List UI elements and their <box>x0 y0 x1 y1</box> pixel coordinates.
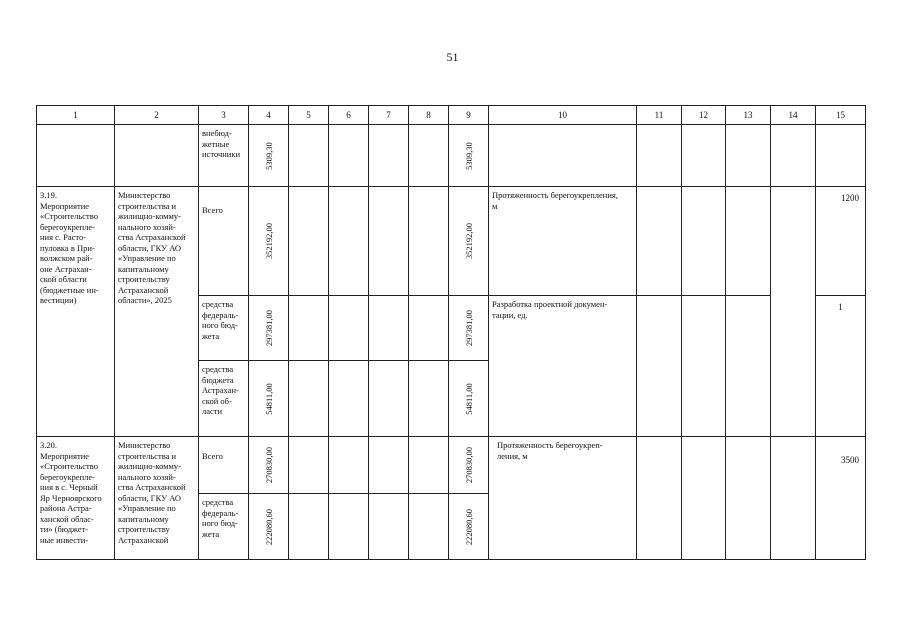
value-col9: 352192,00 <box>463 222 474 260</box>
value-col4: 222080,60 <box>263 508 274 545</box>
col-header: 9 <box>449 106 489 125</box>
col-header: 4 <box>249 106 289 125</box>
indicator-name: Протяженность берегоукреп- ления, м <box>489 437 637 560</box>
value-col4: 5309,30 <box>263 141 274 170</box>
col-header: 6 <box>329 106 369 125</box>
value-col9: 5309,30 <box>463 141 474 170</box>
column-number-row <box>37 106 866 125</box>
col-header: 14 <box>771 106 816 125</box>
col-header: 10 <box>489 106 637 125</box>
page-number: 51 <box>446 50 459 64</box>
funding-source: Всего <box>199 187 249 296</box>
value-col9: 297381,00 <box>463 309 474 347</box>
col-header: 15 <box>816 106 866 125</box>
value-col9: 54811,00 <box>463 382 474 415</box>
funding-source: средства бюджета Астрахан- ской об- ласти <box>199 361 249 437</box>
table-row <box>37 437 866 494</box>
program-table <box>36 105 866 560</box>
indicator-name: Протяженность берегоукрепления, м <box>489 187 637 296</box>
responsible-party: Министерство строительства и жилищно-комму- нального хозяй- ства Астраханской области, ГКУ АО «Управление по капитальному строительству Астраханской <box>115 437 199 560</box>
col-header: 8 <box>409 106 449 125</box>
col-header: 5 <box>289 106 329 125</box>
value-col9: 222080,60 <box>463 508 474 545</box>
funding-source: внебюд- жетные источники <box>199 125 249 187</box>
funding-source: средства федераль- ного бюд- жета <box>199 296 249 361</box>
table-row <box>37 125 866 187</box>
indicator-value: 1200 <box>816 187 866 296</box>
value-col4: 270830,00 <box>263 446 274 484</box>
col-header: 2 <box>115 106 199 125</box>
funding-source: Всего <box>199 437 249 494</box>
col-header: 12 <box>682 106 726 125</box>
measure-name: 3.20. Мероприятие «Строительство берегоукрепле- ния в с. Черный Яр Черноярского района Астра- ханской облас- ти» (бюджет- ные инвести- <box>37 437 115 560</box>
funding-source: средства федераль- ного бюд- жета <box>199 494 249 560</box>
table-row <box>37 187 866 296</box>
indicator-value: 3500 <box>816 437 866 560</box>
value-col9: 270830,00 <box>463 446 474 484</box>
value-col4: 54811,00 <box>263 382 274 415</box>
col-header: 3 <box>199 106 249 125</box>
responsible-party: Министерство строительства и жилищно-комму- нального хозяй- ства Астраханской области, ГКУ АО «Управление по капитальному строительству Астраханской области», 2025 <box>115 187 199 437</box>
col-header: 7 <box>369 106 409 125</box>
indicator-value: 1 <box>816 296 866 437</box>
measure-name: 3.19. Мероприятие «Строительство берегоукрепле- ния с. Расто- пуловка в При- волжском рай- оне Астрахан- ской области (бюджетные ин- вестиции) <box>37 187 115 437</box>
col-header: 1 <box>37 106 115 125</box>
col-header: 13 <box>726 106 771 125</box>
indicator-name: Разработка проектной докумен- тации, ед. <box>489 296 637 437</box>
value-col4: 297381,00 <box>263 309 274 347</box>
col-header: 11 <box>637 106 682 125</box>
value-col4: 352192,00 <box>263 222 274 260</box>
